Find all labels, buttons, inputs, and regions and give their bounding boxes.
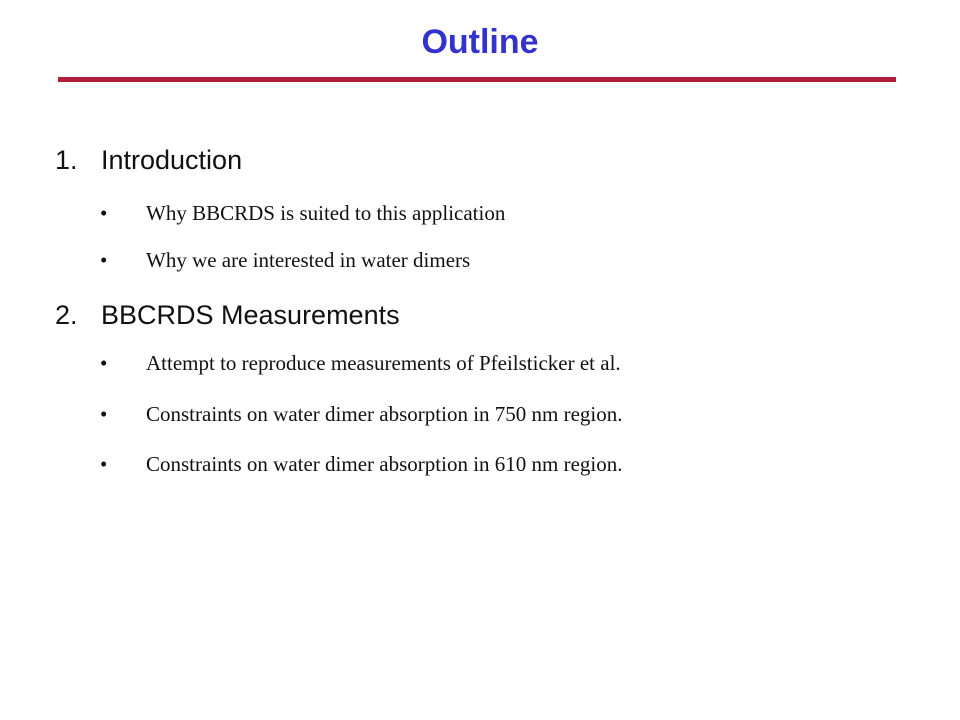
bullet-text: Constraints on water dimer absorption in 610 nm region. (146, 452, 623, 476)
bullet-text: Constraints on water dimer absorption in 750 nm region. (146, 402, 623, 426)
section-number: 1. (55, 145, 78, 175)
bullet-text: Attempt to reproduce measurements of Pfeilsticker et al. (146, 351, 621, 375)
bullet-icon: • (100, 402, 108, 426)
bullet-item (100, 200, 505, 226)
bullet-item (100, 247, 470, 273)
section-heading-introduction (55, 144, 242, 176)
bullet-icon: • (100, 351, 108, 375)
section-heading-measurements (55, 299, 400, 331)
bullet-item (100, 451, 623, 477)
bullet-item (100, 350, 621, 376)
slide-title: Outline (421, 23, 539, 61)
section-number: 2. (55, 300, 78, 330)
bullet-text: Why we are interested in water dimers (146, 248, 471, 272)
bullet-text: Why BBCRDS is suited to this application (146, 201, 506, 225)
section-title: Introduction (101, 145, 243, 175)
bullet-icon: • (100, 248, 108, 272)
bullet-icon: • (100, 201, 108, 225)
bullet-icon: • (100, 452, 108, 476)
section-title: BBCRDS Measurements (101, 300, 400, 330)
bullet-item (100, 401, 623, 427)
